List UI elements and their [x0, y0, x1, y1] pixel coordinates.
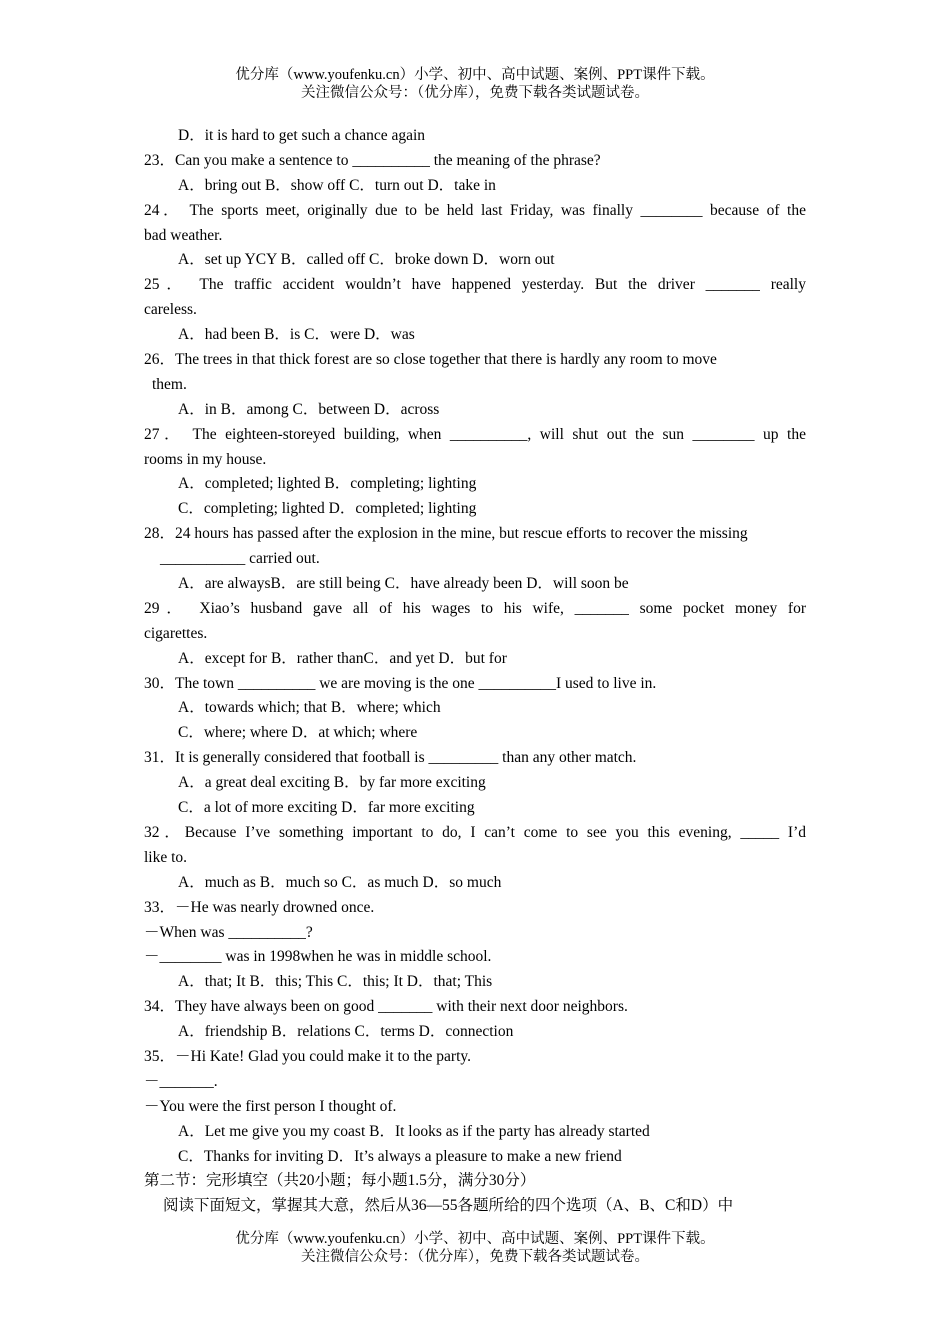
q27-options-ab: A．completed; lighted B．completing; lighting [178, 475, 477, 493]
question-25-cont: careless. [144, 301, 197, 319]
q35-options-cd: C．Thanks for inviting D．It’s always a pleasure to make a new friend [178, 1147, 622, 1165]
q35-options-ab: A．Let me give you my coast B．It looks as if the party has already started [178, 1122, 650, 1140]
footer-line-2: 关注微信公众号：（优分库），免费下载各类试题试卷。 [301, 1249, 649, 1265]
page-header [0, 66, 950, 102]
question-26-cont: them. [152, 375, 187, 393]
q25-options: A．had been B．is C．were D．was [178, 326, 415, 344]
question-26: 26．The trees in that thick forest are so close together that there is hardly any room to move [144, 351, 717, 369]
q33-options: A．that; It B．this; This C．this; It D．that; This [178, 973, 493, 991]
question-33: 33．－He was nearly drowned once. [144, 898, 375, 916]
question-31: 31．It is generally considered that football is _________ than any other match. [144, 749, 637, 767]
header-line-2: 关注微信公众号：（优分库），免费下载各类试题试卷。 [301, 85, 649, 101]
q30-options-ab: A．towards which; that B．where; which [178, 699, 441, 717]
question-24-cont: bad weather. [144, 226, 223, 244]
question-29: 29． Xiao’s husband gave all of his wages to his wife, _______ some pocket money for [144, 599, 806, 617]
q26-options: A．in B．among C．between D．across [178, 400, 440, 418]
question-35-line-3: －You were the first person I thought of. [144, 1097, 397, 1115]
question-25: 25． The traffic accident wouldn’t have happened yesterday. But the driver _______ really [144, 276, 806, 294]
q22-option-d: D．it is hard to get such a chance again [178, 127, 426, 144]
question-27: 27． The eighteen-storeyed building, when __________, will shut out the sun ________ up the [144, 425, 806, 443]
question-32: 32．Because I’ve something important to do, I can’t come to see you this evening, _____ I’d [144, 823, 806, 841]
question-35-line-2: －_______. [144, 1072, 218, 1090]
section-2-title: 第二节：完形填空（共20小题；每小题1.5分，满分30分） [144, 1172, 536, 1190]
question-24: 24． The sports meet, originally due to be held last Friday, was finally ________ because of the [144, 201, 806, 219]
question-33-line-2: －When was __________? [144, 923, 313, 941]
q31-options-cd: C．a lot of more exciting D．far more exciting [178, 799, 475, 817]
q27-options-cd: C．completing; lighted D．completed; lighting [178, 500, 477, 518]
question-28: 28．24 hours has passed after the explosion in the mine, but rescue efforts to recover the missing [144, 525, 748, 543]
q29-options: A．except for B．rather thanC．and yet D．but for [178, 649, 507, 667]
question-35: 35．－Hi Kate! Glad you could make it to the party. [144, 1047, 471, 1065]
question-33-line-3: －________ was in 1998when he was in middle school. [144, 948, 492, 966]
q30-options-cd: C．where; where D．at which; where [178, 724, 418, 742]
q31-options-ab: A．a great deal exciting B．by far more exciting [178, 774, 486, 792]
header-line-1: 优分库（www.youfenku.cn）小学、初中、高中试题、案例、PPT课件下载。 [235, 67, 715, 83]
exam-content [144, 124, 806, 1219]
question-34: 34．They have always been on good _______ with their next door neighbors. [144, 998, 628, 1016]
question-28-cont: ___________ carried out. [160, 550, 320, 568]
q34-options: A．friendship B．relations C．terms D．connection [178, 1023, 514, 1041]
q32-options: A．much as B．much so C．as much D．so much [178, 873, 502, 891]
q23-options: A．bring out B．show off C．turn out D．take in [178, 176, 496, 194]
question-30: 30．The town __________ we are moving is the one __________I used to live in. [144, 674, 657, 692]
question-29-cont: cigarettes. [144, 624, 208, 642]
question-32-cont: like to. [144, 848, 188, 866]
q24-options: A．set up YCY B．called off C．broke down D．worn out [178, 251, 555, 269]
question-23: 23．Can you make a sentence to __________ the meaning of the phrase? [144, 151, 601, 169]
q28-options: A．are alwaysB．are still being C．have already been D．will soon be [178, 575, 629, 593]
question-27-cont: rooms in my house. [144, 450, 267, 468]
page-footer [0, 1230, 950, 1266]
footer-line-1: 优分库（www.youfenku.cn）小学、初中、高中试题、案例、PPT课件下载。 [235, 1231, 715, 1247]
section-2-instructions: 阅读下面短文，掌握其大意，然后从36—55各题所给的四个选项（A、B、C和D）中 [163, 1197, 734, 1215]
